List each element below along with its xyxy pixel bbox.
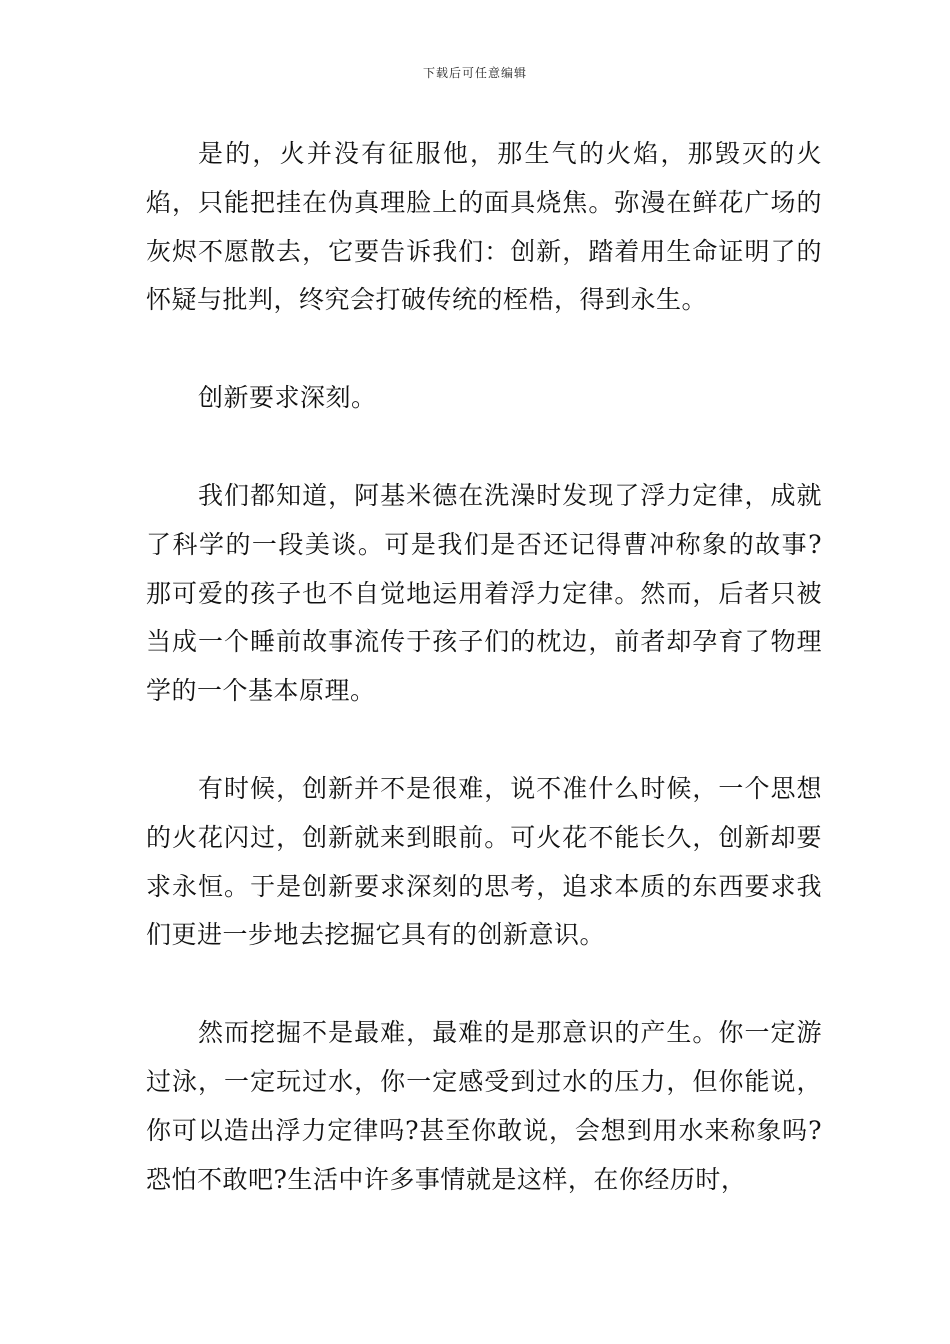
- paragraph-4: 有时候，创新并不是很难，说不准什么时候，一个思想的火花闪过，创新就来到眼前。可火花不能长久，创新却要求永恒。于是创新要求深刻的思考，追求本质的东西要求我们更进一步地去挖掘它具有的创新意识。: [146, 773, 822, 950]
- paragraph-3: 我们都知道，阿基米德在洗澡时发现了浮力定律，成就了科学的一段美谈。可是我们是否还记得曹冲称象的故事?那可爱的孩子也不自觉地运用着浮力定律。然而，后者只被当成一个睡前故事流传于孩子们的枕边，前者却孕育了物理学的一个基本原理。: [146, 480, 822, 706]
- document-body: [146, 130, 822, 1204]
- paragraph-5: 然而挖掘不是最难，最难的是那意识的产生。你一定游过泳，一定玩过水，你一定感受到过水的压力，但你能说，你可以造出浮力定律吗?甚至你敢说，会想到用水来称象吗?恐怕不敢吧?生活中许多事情就是这样，在你经历时，: [146, 1018, 822, 1194]
- paragraph-1: 是的，火并没有征服他，那生气的火焰，那毁灭的火焰，只能把挂在伪真理脸上的面具烧焦。弥漫在鲜花广场的灰烬不愿散去，它要告诉我们：创新，踏着用生命证明了的怀疑与批判，终究会打破传统的桎梏，得到永生。: [146, 139, 822, 315]
- header-note: 下载后可任意编辑: [422, 66, 527, 80]
- paragraph-2: 创新要求深刻。: [198, 383, 377, 413]
